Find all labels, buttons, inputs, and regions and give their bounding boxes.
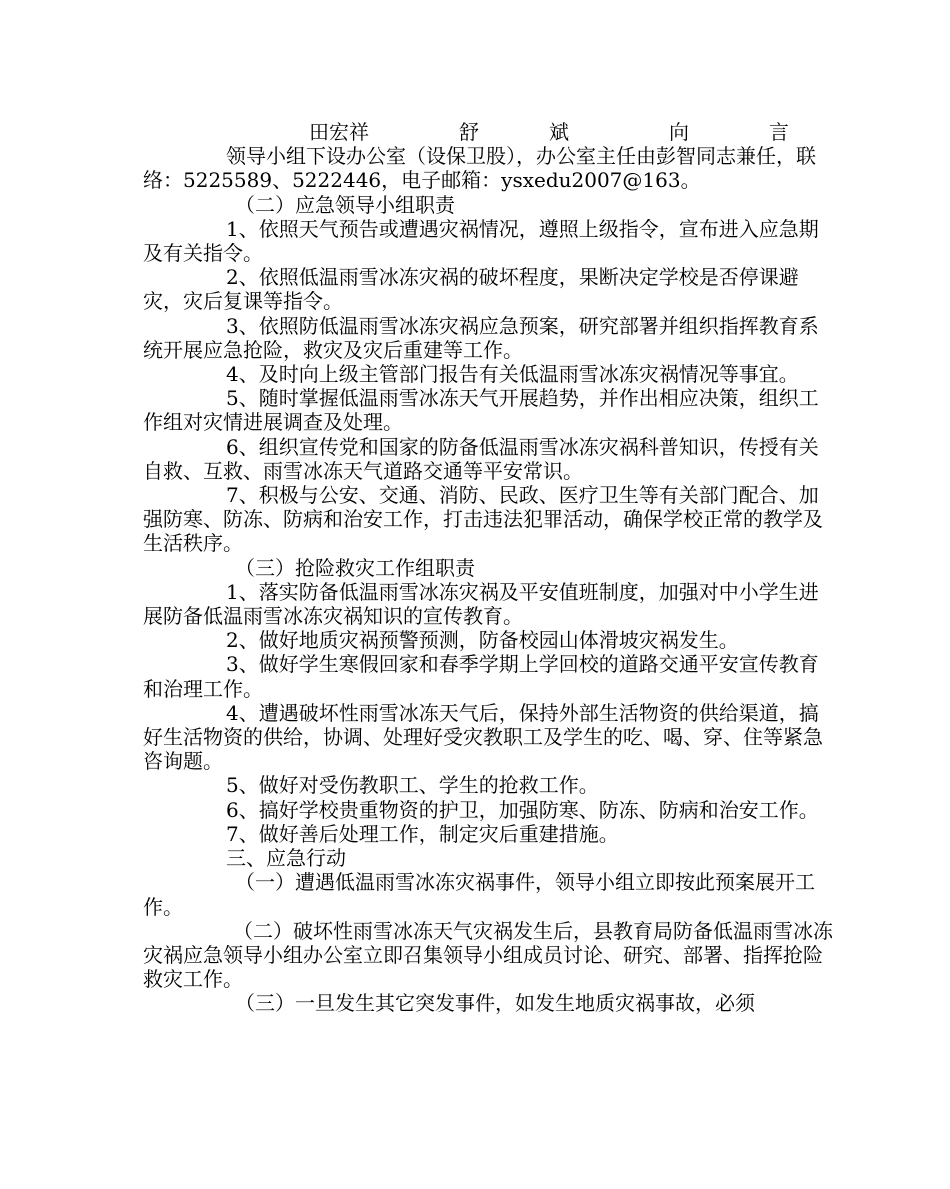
- paragraph-duty-2: 2、依照低温雨雪冰冻灾祸的破坏程度，果断决定学校是否停课避灾，灾后复课等指令。: [143, 265, 799, 314]
- section-heading-emergency-action: 三、应急行动: [226, 846, 346, 871]
- paragraph-rescue-4: 4、遭遇破坏性雨雪冰冻天气后，保持外部生活物资的供给渠道，搞好生活物资的供给，协调、处理好受灾教职工及学生的吃、喝、穿、住等紧急咨询题。: [143, 700, 823, 774]
- paragraph-rescue-5: 5、做好对受伤教职工、学生的抢救工作。: [226, 773, 599, 798]
- names-line: [143, 120, 833, 144]
- name-4: 向: [669, 120, 689, 144]
- paragraph-action-2: （二）破坏性雨雪冰冻天气灾祸发生后，县教育局防备低温雨雪冰冻灾祸应急领导小组办公室立即召集领导小组成员讨论、研究、部署、指挥抢险救灾工作。: [143, 918, 833, 992]
- name-1: 田宏祥: [309, 120, 369, 144]
- section-heading-rescue-duties: （三）抢险救灾工作组职责: [235, 555, 475, 580]
- paragraph-action-3: （三）一旦发生其它突发事件，如发生地质灾祸事故，必须: [235, 991, 755, 1016]
- section-heading-leadership-duties: （二）应急领导小组职责: [235, 192, 455, 217]
- paragraph-duty-4: 4、及时向上级主管部门报告有关低温雨雪冰冻灾祸情况等事宜。: [226, 362, 799, 387]
- paragraph-rescue-7: 7、做好善后处理工作，制定灾后重建措施。: [226, 821, 619, 846]
- paragraph-rescue-3: 3、做好学生寒假回家和春季学期上学回校的道路交通平安宣传教育和治理工作。: [143, 652, 819, 701]
- paragraph-duty-5: 5、随时掌握低温雨雪冰冻天气开展趋势，并作出相应决策，组织工作组对灾情进展调查及处理。: [143, 386, 819, 435]
- paragraph-rescue-2: 2、做好地质灾祸预警预测，防备校园山体滑坡灾祸发生。: [226, 628, 739, 653]
- paragraph-action-1: （一）遭遇低温雨雪冰冻灾祸事件，领导小组立即按此预案展开工作。: [143, 870, 815, 919]
- name-5: 言: [769, 120, 789, 144]
- paragraph-rescue-6: 6、搞好学校贵重物资的护卫，加强防寒、防冻、防病和治安工作。: [226, 797, 819, 822]
- name-3: 斌: [549, 120, 569, 144]
- paragraph-duty-3: 3、依照防低温雨雪冰冻灾祸应急预案，研究部署并组织指挥教育系统开展应急抢险，救灾及灾后重建等工作。: [143, 313, 819, 362]
- paragraph-rescue-1: 1、落实防备低温雨雪冰冻灾祸及平安值班制度，加强对中小学生进展防备低温雨雪冰冻灾祸知识的宣传教育。: [143, 579, 819, 629]
- paragraph-duty-6: 6、组织宣传党和国家的防备低温雨雪冰冻灾祸科普知识，传授有关自救、互救、雨雪冰冻天气道路交通等平安常识。: [143, 434, 819, 483]
- document-body: [143, 120, 833, 1016]
- paragraph-duty-1: 1、依照天气预告或遭遇灾祸情况，遵照上级指令，宣布进入应急期及有关指令。: [143, 216, 819, 266]
- paragraph-duty-7: 7、积极与公安、交通、消防、民政、医疗卫生等有关部门配合、加强防寒、防冻、防病和治安工作，打击违法犯罪活动，确保学校正常的教学及生活秩序。: [143, 483, 823, 556]
- paragraph-office: 领导小组下设办公室（设保卫股），办公室主任由彭智同志兼任，联络：5225589、5222446，电子邮箱：ysxedu2007@163。: [143, 144, 816, 193]
- name-2: 舒: [459, 120, 479, 144]
